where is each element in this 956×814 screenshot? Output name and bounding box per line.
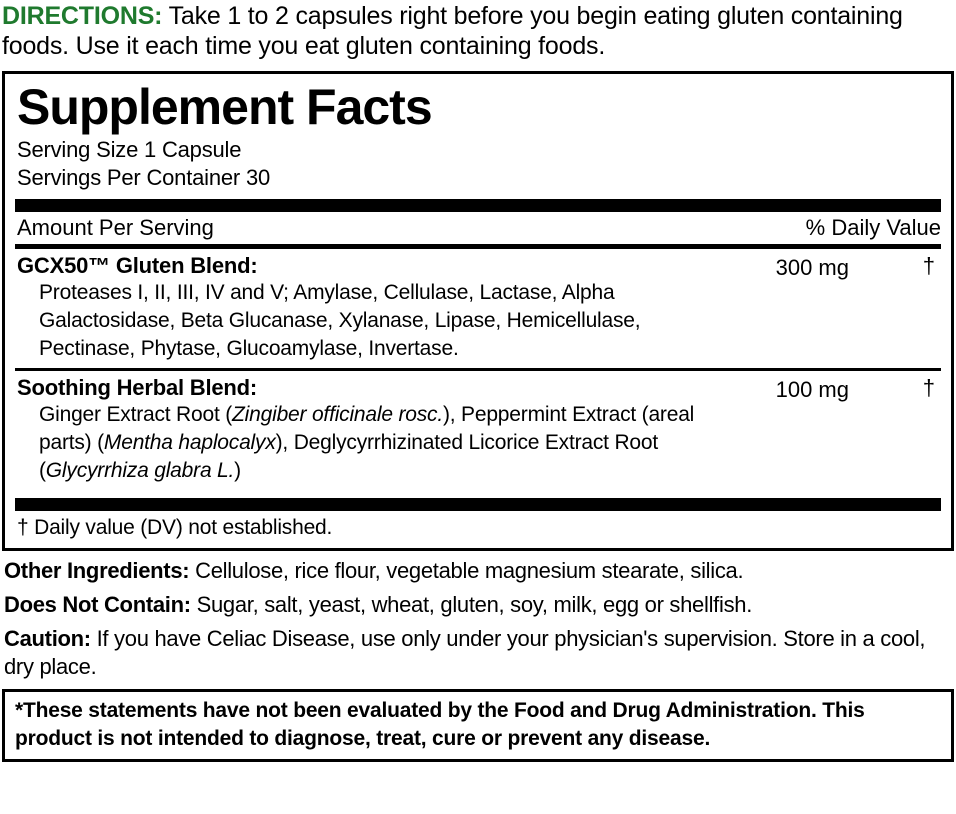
ingredient-amount: 100 mg — [775, 377, 849, 403]
header-amount-per-serving: Amount Per Serving — [17, 215, 214, 241]
ingredient-row-herbal-blend — [15, 371, 941, 490]
ingredient-daily-value: † — [922, 253, 935, 279]
description-text: ), Deglycyrrhizinated Licorice Extract Root ( — [39, 431, 659, 482]
other-ingredients-line — [4, 557, 954, 585]
directions-section — [0, 0, 956, 61]
other-ingredients-label: Other Ingredients: — [4, 557, 190, 583]
ingredient-description: Proteases I, II, III, IV and V; Amylase, Cellulase, Lactase, Alpha Galactosidase, Beta Glucanase, Xylanase, Lipase, Hemicellulase, Pectinase, Phytase, Glucoamylase, Invertase. — [39, 281, 641, 360]
does-not-contain-label: Does Not Contain: — [4, 591, 191, 617]
ingredient-name: Soothing Herbal Blend: — [17, 375, 258, 401]
caution-text: If you have Celiac Disease, use only under your physician's supervision. Store in a cool, dry place. — [4, 625, 926, 680]
botanical-name: Zingiber officinale rosc. — [232, 403, 443, 427]
directions-text: Take 1 to 2 capsules right before you begin eating gluten containing foods. Use it each time you eat gluten containing foods. — [2, 2, 903, 60]
fda-disclaimer: *These statements have not been evaluated by the Food and Drug Administration. This product is not intended to diagnose, treat, cure or prevent any disease. — [2, 689, 954, 762]
description-text: Ginger Extract Root ( — [39, 403, 233, 427]
table-header-row — [15, 212, 941, 244]
description-text: ), Peppermint Extract (areal parts) ( — [39, 403, 695, 455]
description-text: ) — [234, 458, 241, 482]
serving-size: Serving Size 1 Capsule — [17, 137, 242, 162]
other-ingredients-text: Cellulose, rice flour, vegetable magnesium stearate, silica. — [189, 557, 744, 583]
supplement-facts-title: Supplement Facts — [17, 79, 432, 135]
does-not-contain-text: Sugar, salt, yeast, wheat, gluten, soy, milk, egg or shellfish. — [190, 591, 753, 617]
directions-label: DIRECTIONS: — [2, 2, 163, 30]
does-not-contain-line — [4, 591, 954, 619]
other-info-section — [4, 557, 954, 682]
caution-line — [4, 625, 954, 681]
daily-value-footnote: † Daily value (DV) not established. — [17, 515, 333, 539]
supplement-facts-panel — [2, 71, 954, 551]
header-daily-value: % Daily Value — [805, 215, 941, 241]
ingredient-description — [39, 401, 739, 484]
ingredient-amount: 300 mg — [775, 255, 849, 281]
ingredient-name: GCX50™ Gluten Blend: — [17, 253, 258, 279]
botanical-name: Glycyrrhiza glabra L. — [45, 458, 235, 482]
divider-thick-bottom — [15, 498, 941, 511]
divider-thick-top — [15, 199, 941, 212]
servings-per-container: Servings Per Container 30 — [17, 165, 271, 191]
ingredient-daily-value: † — [922, 375, 935, 401]
botanical-name: Mentha haplocalyx — [103, 431, 276, 455]
ingredient-row-gluten-blend — [15, 249, 941, 368]
caution-label: Caution: — [4, 625, 91, 651]
